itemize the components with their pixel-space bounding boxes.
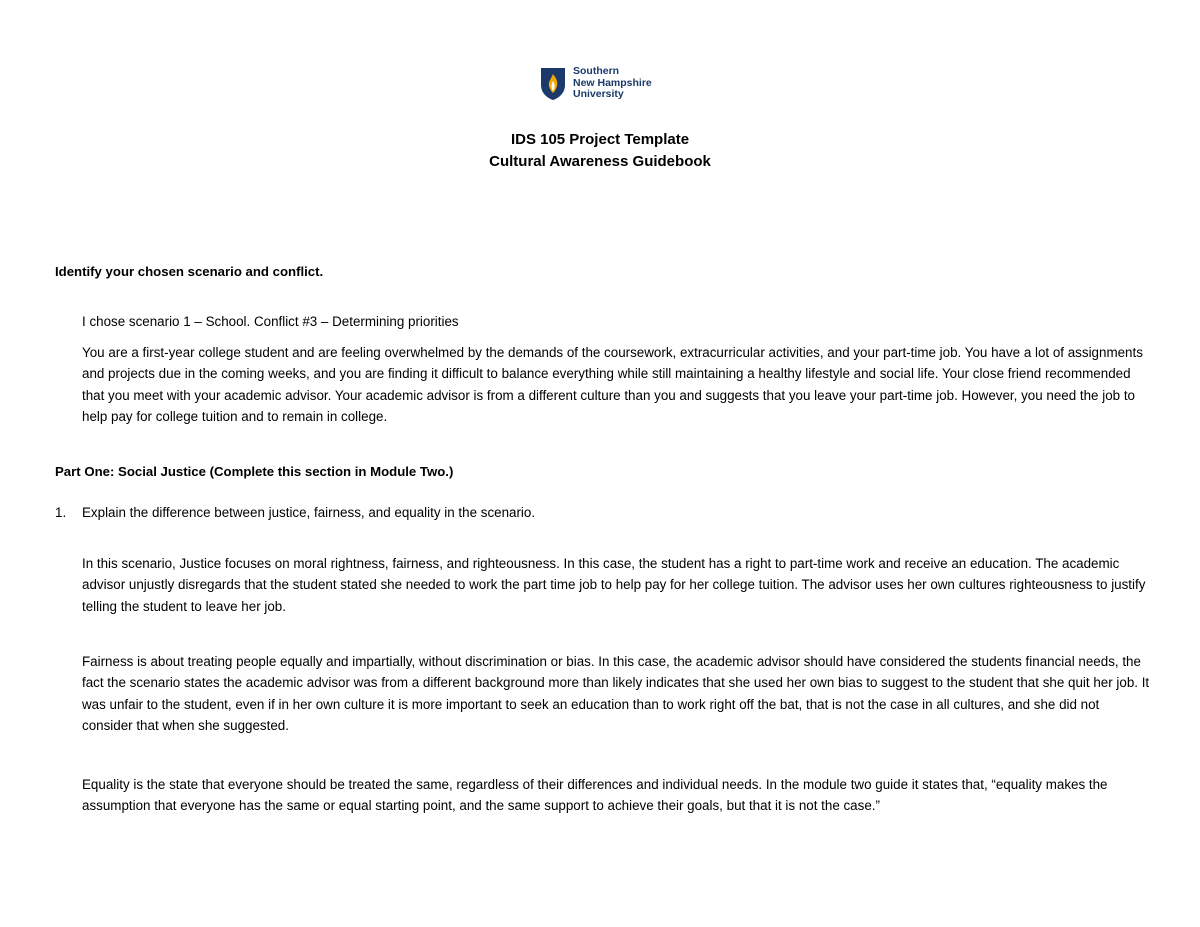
logo-line-2: New Hampshire [573,76,652,89]
document-title [0,129,1200,173]
list-item-prompt: Explain the difference between justice, fairness, and equality in the scenario. [82,505,536,520]
fairness-paragraph: Fairness is about treating people equally and impartially, without discrimination or bias. In this case, the academic advisor should have considered the students financial needs, the fact the scenario states the academic advisor was from a different background more than likely indicates that she used her own bias to suggest to the student that she quit her job. It was unfair to the student, even if in her own culture it is more important to seek an education than to work right off the bat, that is not the case in all cultures, and she did not consider that when she suggested. [82,654,1150,733]
list-item-number: 1. [55,505,67,520]
logo-line-1: Southern [573,65,620,77]
logo-line-3: University [573,88,624,100]
title-line-1: IDS 105 Project Template [510,131,690,148]
scenario-heading: Identify your chosen scenario and conflict. [55,264,324,279]
logo-wordmark [573,66,652,101]
scenario-choice: I chose scenario 1 – School. Conflict #3 – Determining priorities [82,314,459,329]
justice-paragraph: In this scenario, Justice focuses on moral rightness, fairness, and righteousness. In this case, the student has a right to part-time work and receive an education. The academic advisor unjustly disregards that the student stated she needed to work the part time job to help pay for her college tuition. The advisor uses her own cultures righteousness to justify telling the student to leave her job. [82,556,1146,614]
part-one-heading: Part One: Social Justice (Complete this section in Module Two.) [55,464,454,479]
university-logo [540,66,670,104]
equality-paragraph: Equality is the state that everyone should be treated the same, regardless of their differences and individual needs. In the module two guide it states that, “equality makes the assumption that everyone has the same or equal starting point, and the same support to achieve their goals, but that it is not the case.” [82,777,1108,814]
scenario-description: You are a first-year college student and are feeling overwhelmed by the demands of the coursework, extracurricular activities, and your part-time job. You have a lot of assignments and projects due in the coming weeks, and you are finding it difficult to balance everything while still maintaining a healthy lifestyle and social life. Your close friend recommended that you meet with your academic advisor. Your academic advisor is from a different culture than you and suggests that you leave your part-time job. However, you need the job to help pay for college tuition and to remain in college. [82,345,1143,424]
title-line-2: Cultural Awareness Guidebook [489,153,711,170]
flame-shield-icon [540,67,566,101]
